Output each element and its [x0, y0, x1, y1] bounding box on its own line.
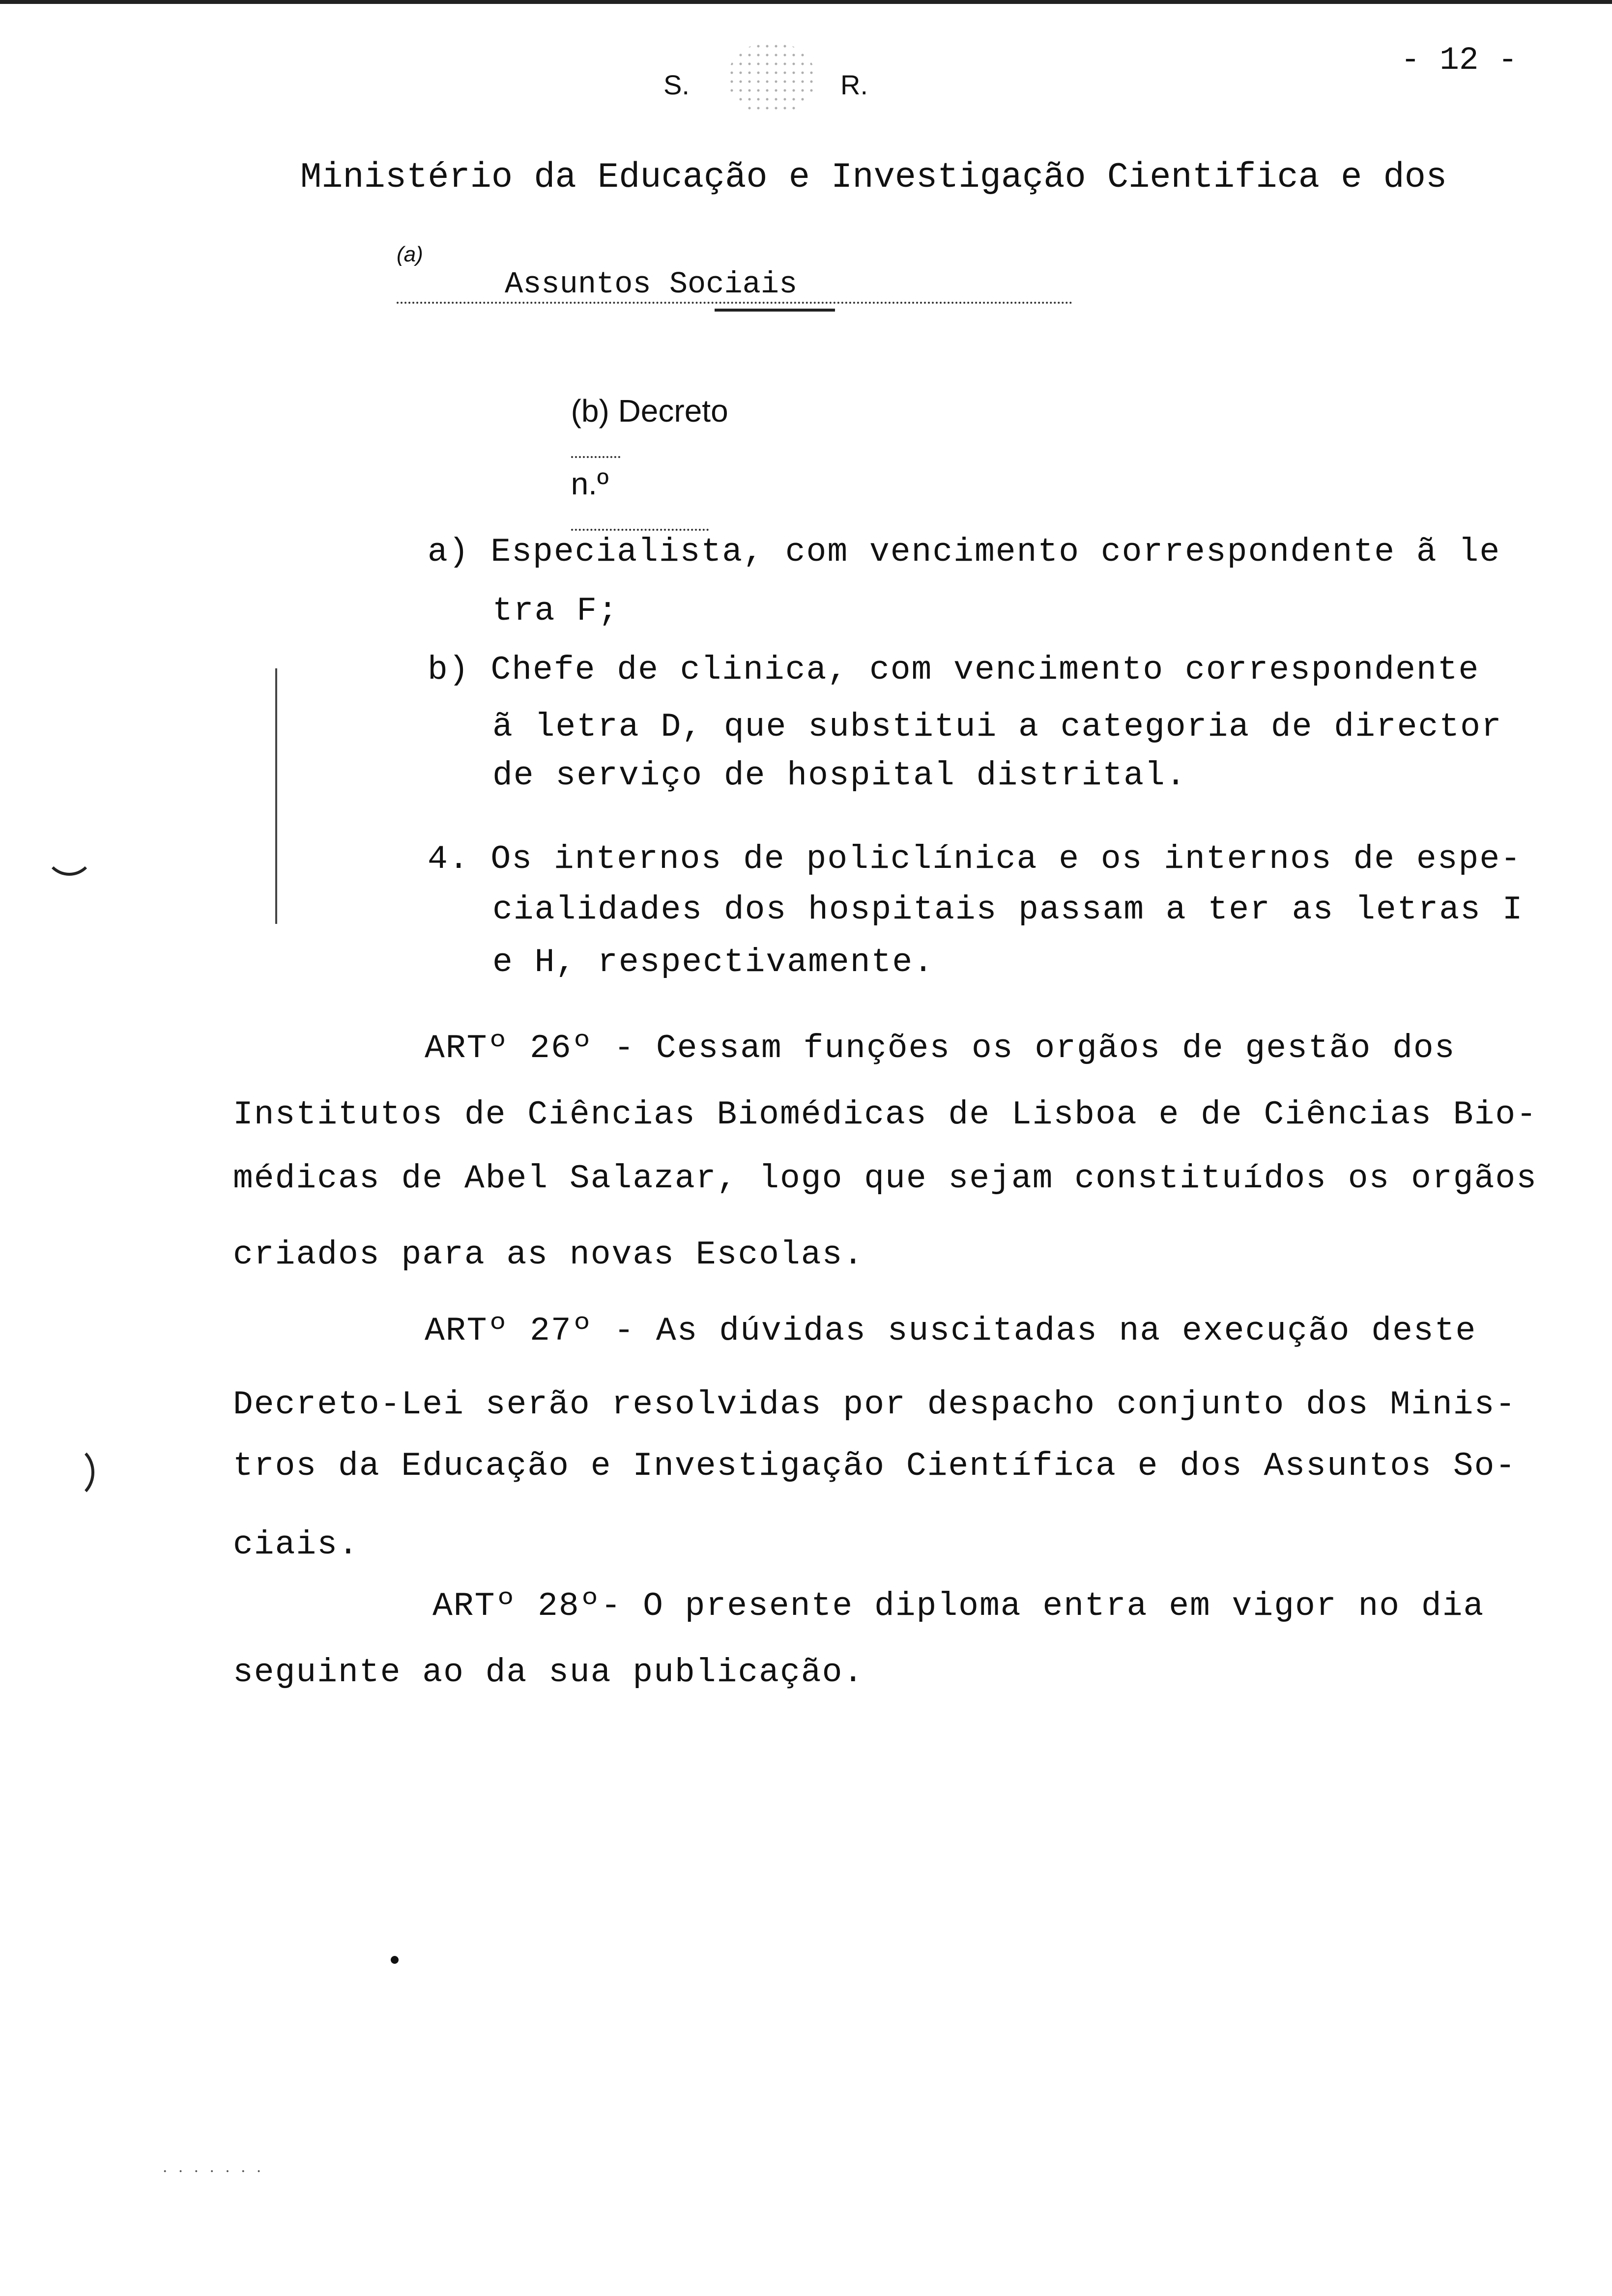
- item-b-line: de serviço de hospital distrital.: [492, 757, 1187, 795]
- footer-faint-print: · · · · · · ·: [162, 2162, 265, 2181]
- margin-mark: [275, 668, 277, 924]
- punch-hole-mark: [44, 826, 94, 876]
- article-27-line: ciais.: [233, 1526, 359, 1564]
- coat-of-arms-seal: [727, 42, 816, 115]
- field-b: [553, 356, 728, 538]
- item-4-line: 4. Os internos de policlínica e os internos de espe-: [428, 840, 1522, 878]
- field-a: [393, 233, 1072, 304]
- article-26-line: ARTº 26º - Cessam funções os orgãos de gestão dos: [425, 1030, 1456, 1067]
- item-4-line: e H, respectivamente.: [492, 944, 934, 981]
- article-26-line: Institutos de Ciências Biomédicas de Lisboa e de Ciências Bio-: [233, 1096, 1538, 1134]
- decree-label: (b) Decreto: [571, 393, 728, 429]
- article-27-line: tros da Educação e Investigação Científica e dos Assuntos So-: [233, 1447, 1517, 1485]
- item-b-line: b) Chefe de clinica, com vencimento correspondente: [428, 651, 1480, 689]
- article-26-line: médicas de Abel Salazar, logo que sejam constituídos os orgãos: [233, 1160, 1538, 1198]
- article-27-line: ARTº 27º - As dúvidas suscitadas na execução deste: [425, 1312, 1477, 1350]
- item-a-line: a) Especialista, com vencimento correspondente ã le: [428, 533, 1501, 571]
- article-27-line: Decreto-Lei serão resolvidas por despacho conjunto dos Minis-: [233, 1386, 1517, 1424]
- article-26-line: criados para as novas Escolas.: [233, 1236, 864, 1274]
- seal-letter-r: R.: [840, 69, 868, 100]
- seal-letter-s: S.: [663, 69, 690, 100]
- ink-dot: [391, 1956, 399, 1964]
- field-a-label: (a): [397, 242, 423, 266]
- decree-number-label: n.º: [571, 466, 609, 501]
- item-a-line: tra F;: [492, 592, 619, 630]
- ministry-title: Ministério da Educação e Investigação Cientifica e dos: [300, 157, 1447, 198]
- article-28-line: ARTº 28º- O presente diploma entra em vigor no dia: [432, 1587, 1485, 1625]
- item-b-line: ã letra D, que substitui a categoria de director: [492, 708, 1502, 746]
- item-4-line: cialidades dos hospitais passam a ter as letras I: [492, 891, 1524, 929]
- scan-edge: [0, 0, 1612, 4]
- page-number: - 12 -: [1401, 42, 1518, 79]
- article-28-line: seguinte ao da sua publicação.: [233, 1654, 864, 1692]
- field-a-value: Assuntos Sociais: [397, 267, 1072, 304]
- separator-dash: [715, 309, 835, 312]
- punch-hole-mark: [44, 1445, 94, 1500]
